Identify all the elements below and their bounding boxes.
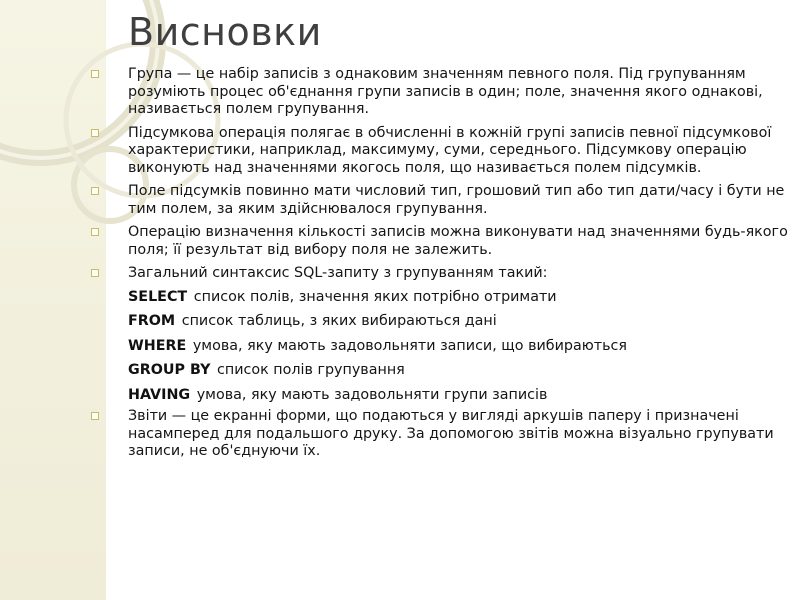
sql-keyword: WHERE	[128, 337, 187, 354]
sql-line-from	[88, 313, 794, 331]
sql-clause-text: список полів групування	[216, 362, 405, 378]
bullet-item-summary-operation	[88, 125, 794, 178]
slide-content	[88, 66, 794, 467]
sql-clause-text: список полів, значення яких потрібно отримати	[193, 288, 557, 305]
sql-line-having	[88, 387, 794, 405]
bullet-item-group-definition	[88, 66, 794, 119]
sql-intro-text: Загальний синтаксис SQL-запиту з групуванням такий:	[128, 265, 548, 281]
hollow-square-bullet-icon	[91, 228, 99, 236]
hollow-square-bullet-icon	[91, 129, 99, 137]
sql-keyword: SELECT	[128, 288, 188, 305]
sql-clause-text: список таблиць, з яких вибираються дані	[181, 313, 497, 329]
bullet-text: Підсумкова операція полягає в обчисленні в кожній групі записів певної підсумкової характеристики, наприклад, максимуму, суми, середнього. Підсумкову операцію виконують над значеннями якогось поля, що називається полем підсумків.	[128, 124, 772, 176]
bullet-text: Звіти — це екранні форми, що подаються у вигляді аркушів паперу і призначені насамперед для подальшого друку. За допомогою звітів можна візуально групувати записи, не об'єднуючи їх.	[128, 408, 774, 459]
hollow-square-bullet-icon	[91, 269, 99, 277]
sql-line-group-by	[88, 362, 794, 380]
bullet-text: Група — це набір записів з однаковим значенням певного поля. Під групуванням розуміють процес об'єднання групи записів в один; поле, значення якого однакові, називається полем групування.	[128, 66, 763, 117]
sql-clause-text: умова, яку мають задовольняти записи, що вибираються	[192, 337, 627, 354]
bullet-item-sql-syntax	[88, 265, 794, 283]
bullet-item-summary-field-type	[88, 183, 794, 218]
sql-keyword: GROUP BY	[128, 362, 211, 378]
sql-keyword: HAVING	[128, 386, 191, 403]
hollow-square-bullet-icon	[91, 412, 99, 420]
sql-clause-text: умова, яку мають задовольняти групи записів	[196, 386, 548, 403]
bullet-item-reports	[88, 408, 794, 461]
bullet-text: Поле підсумків повинно мати числовий тип, грошовий тип або тип дати/часу і бути не тим полем, за яким здійснювалося групування.	[128, 183, 785, 217]
bullet-text: Операцію визначення кількості записів можна виконувати над значеннями будь-якого поля; її результат від вибору поля не залежить.	[128, 224, 788, 258]
sql-keyword: FROM	[128, 313, 176, 329]
bullet-item-count-operation	[88, 224, 794, 259]
sql-line-where	[88, 338, 794, 356]
hollow-square-bullet-icon	[91, 70, 99, 78]
sql-line-select	[88, 289, 794, 307]
slide-title: Висновки	[128, 10, 322, 54]
hollow-square-bullet-icon	[91, 187, 99, 195]
